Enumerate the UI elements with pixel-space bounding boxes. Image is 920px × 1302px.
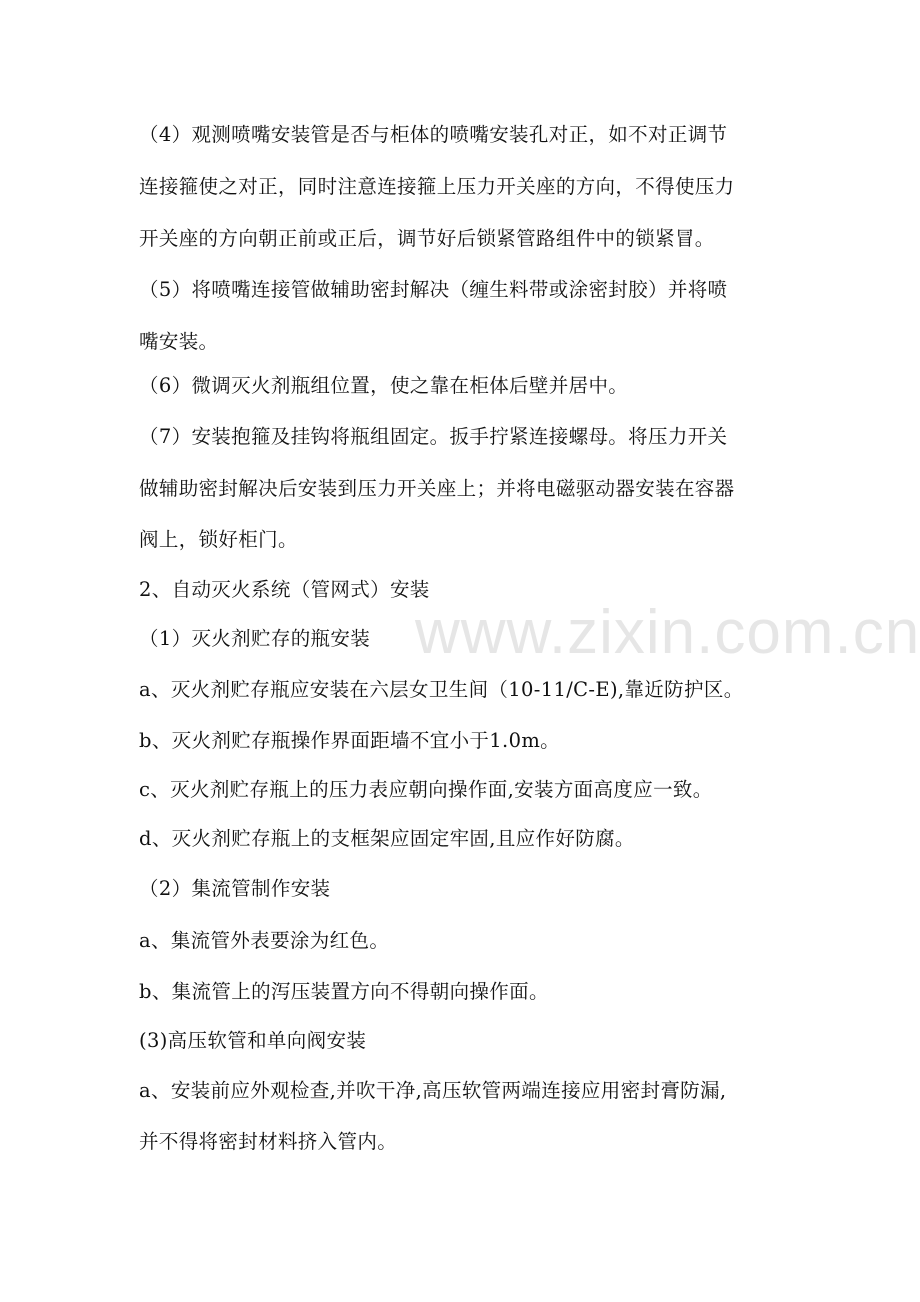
list-item: 并不得将密封材料挤入管内。 (139, 1130, 398, 1153)
subsection-heading: （2）集流管制作安装 (139, 877, 331, 900)
subsection-heading: （1）灭火剂贮存的瓶安装 (139, 627, 371, 650)
paragraph-line: （6）微调灭火剂瓶组位置，使之靠在柜体后壁并居中。 (139, 374, 629, 397)
paragraph-line: （4）观测喷嘴安装管是否与柜体的喷嘴安装孔对正，如不对正调节 (139, 123, 728, 146)
paragraph-line: 阀上，锁好柜门。 (139, 528, 298, 551)
paragraph-line: （5）将喷嘴连接管做辅助密封解决（缠生料带或涂密封胶）并将喷 (139, 278, 728, 301)
list-item: b、灭火剂贮存瓶操作界面距墙不宜小于1.0m。 (139, 729, 561, 752)
list-item: c、灭火剂贮存瓶上的压力表应朝向操作面,安装方面高度应一致。 (139, 778, 713, 801)
section-heading: 2、自动灭火系统（管网式）安装 (139, 578, 430, 601)
paragraph-line: （7）安装抱箍及挂钩将瓶组固定。扳手拧紧连接螺母。将压力开关 (139, 425, 728, 448)
paragraph-line: 连接箍使之对正，同时注意连接箍上压力开关座的方向，不得使压力 (139, 175, 735, 198)
watermark: www.zixin.com.cn (415, 598, 920, 667)
list-item: a、灭火剂贮存瓶应安装在六层女卫生间（10-11/C-E),靠近防护区。 (139, 678, 744, 701)
subsection-heading: (3)高压软管和单向阀安装 (139, 1029, 367, 1052)
list-item: b、集流管上的泻压装置方向不得朝向操作面。 (139, 980, 549, 1003)
paragraph-line: 嘴安装。 (139, 330, 219, 353)
list-item: d、灭火剂贮存瓶上的支框架应固定牢固,且应作好防腐。 (139, 827, 635, 850)
list-item: a、安装前应外观检查,并吹干净,高压软管两端连接应用密封膏防漏, (139, 1079, 727, 1102)
list-item: a、集流管外表要涂为红色。 (139, 929, 390, 952)
paragraph-line: 做辅助密封解决后安装到压力开关座上；并将电磁驱动器安装在容器 (139, 477, 735, 500)
paragraph-line: 开关座的方向朝正前或正后，调节好后锁紧管路组件中的锁紧冒。 (139, 227, 715, 250)
